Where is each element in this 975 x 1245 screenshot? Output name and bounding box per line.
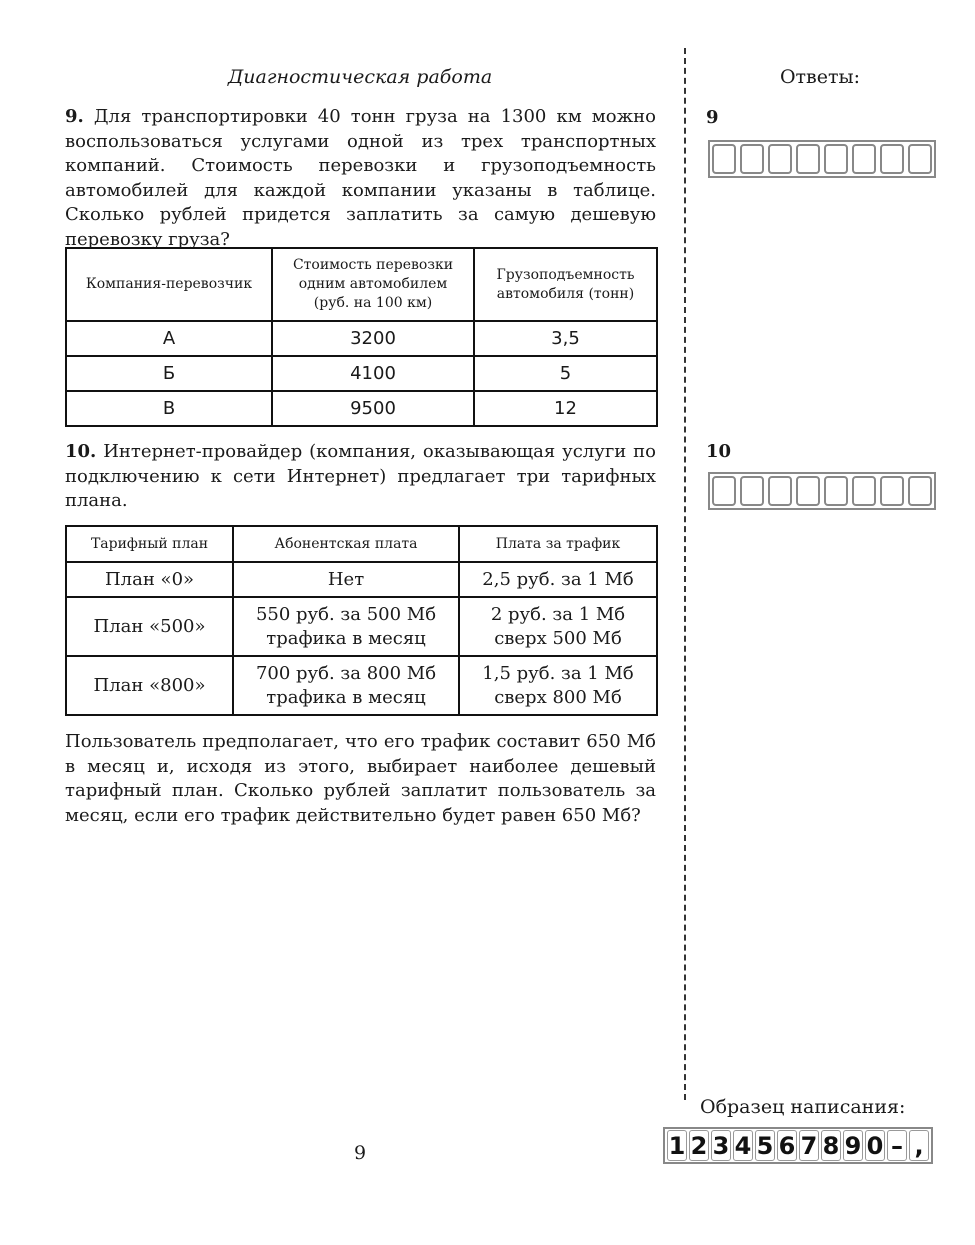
table-cell: Нет — [233, 562, 459, 597]
answer-field-10[interactable] — [708, 472, 936, 510]
task9-body: Для транспортировки 40 тонн груза на 1300 км можно воспользоваться услугами одной из трех транспортных компаний. Стоимость перевозки и грузоподъемность автомобилей для каждой компании указаны в таблице. Сколько рублей придется заплатить за самую дешевую перевозку груза? — [65, 106, 656, 250]
answer-cell[interactable] — [824, 144, 848, 174]
table-cell: 3200 — [272, 321, 474, 356]
sample-char: , — [909, 1130, 929, 1161]
sample-char: – — [887, 1130, 907, 1161]
table-cell: План «0» — [66, 562, 233, 597]
sample-char: 4 — [734, 1132, 752, 1160]
table-cell: 4100 — [272, 356, 474, 391]
page-number: 9 — [353, 1142, 367, 1164]
answer-cell[interactable] — [852, 476, 876, 506]
table-cell: 700 руб. за 800 Мб трафика в месяц — [233, 656, 459, 715]
answer-label-9: 9 — [706, 107, 719, 128]
table-row — [66, 356, 657, 391]
table-row — [66, 656, 657, 715]
table-cell: А — [66, 321, 272, 356]
task10-text — [65, 440, 656, 514]
table-cell: 2 руб. за 1 Мб сверх 500 Мб — [459, 597, 657, 656]
sample-char: 2 — [690, 1132, 708, 1160]
table-header-row — [66, 526, 657, 562]
table-header-cell: Грузоподъемность автомобиля (тонн) — [474, 248, 657, 321]
sample-char: 6 — [778, 1132, 796, 1160]
table-row — [66, 562, 657, 597]
task10-number: 10. — [65, 441, 97, 462]
page-header-title: Диагностическая работа — [227, 66, 493, 88]
table-cell: План «500» — [66, 597, 233, 656]
dashed-divider — [684, 48, 686, 1100]
table-cell: 9500 — [272, 391, 474, 426]
answer-cell[interactable] — [768, 476, 792, 506]
sample-char: 8 — [822, 1132, 840, 1160]
table-row — [66, 391, 657, 426]
table-header-cell: Абонентская плата — [233, 526, 459, 562]
answer-cell[interactable] — [852, 144, 876, 174]
sample-char: 5 — [756, 1132, 774, 1160]
task10-body: Интернет-провайдер (компания, оказывающая услуги по подключению к сети Интернет) предлагает три тарифных плана. — [65, 441, 656, 511]
sample-char: 0 — [866, 1132, 884, 1160]
table-header-row — [66, 248, 657, 321]
table-cell: 5 — [474, 356, 657, 391]
table-cell: 550 руб. за 500 Мб трафика в месяц — [233, 597, 459, 656]
table-row — [66, 321, 657, 356]
answer-cell[interactable] — [796, 476, 820, 506]
task9-table — [65, 247, 658, 427]
answer-cell[interactable] — [880, 476, 904, 506]
answer-cell[interactable] — [908, 144, 932, 174]
answer-cell[interactable] — [712, 476, 736, 506]
sample-char: 9 — [844, 1132, 862, 1160]
answer-cell[interactable] — [740, 476, 764, 506]
sample-row — [663, 1127, 933, 1164]
answer-field-9[interactable] — [708, 140, 936, 178]
answers-title: Ответы: — [779, 66, 861, 88]
answer-label-10: 10 — [706, 441, 732, 462]
table-cell: 12 — [474, 391, 657, 426]
table-cell: 1,5 руб. за 1 Мб сверх 800 Мб — [459, 656, 657, 715]
table-cell: План «800» — [66, 656, 233, 715]
table-cell: В — [66, 391, 272, 426]
table-cell: 3,5 — [474, 321, 657, 356]
sample-char: 1 — [668, 1132, 686, 1160]
answer-cell[interactable] — [740, 144, 764, 174]
table-header-cell: Тарифный план — [66, 526, 233, 562]
sample-char: 3 — [712, 1132, 730, 1160]
task10-table — [65, 525, 658, 716]
sample-char: 7 — [800, 1132, 818, 1160]
table-header-cell: Стоимость перевозки одним автомобилем (руб. на 100 км) — [272, 248, 474, 321]
answer-cell[interactable] — [712, 144, 736, 174]
answer-cell[interactable] — [768, 144, 792, 174]
sample-label: Образец написания: — [700, 1096, 906, 1118]
table-cell: Б — [66, 356, 272, 391]
table-cell: 2,5 руб. за 1 Мб — [459, 562, 657, 597]
answer-cell[interactable] — [796, 144, 820, 174]
task10-question: Пользователь предполагает, что его трафик составит 650 Мб в месяц и, исходя из этого, выбирает наиболее дешевый тарифный план. Сколько рублей заплатит пользователь за месяц, если его трафик действительно будет равен 650 Мб? — [65, 731, 656, 826]
task9-text — [65, 105, 656, 252]
answer-cell[interactable] — [880, 144, 904, 174]
answer-cell[interactable] — [824, 476, 848, 506]
task9-number: 9. — [65, 106, 84, 127]
answer-cell[interactable] — [908, 476, 932, 506]
table-header-cell: Плата за трафик — [459, 526, 657, 562]
table-header-cell: Компания-перевозчик — [66, 248, 272, 321]
table-row — [66, 597, 657, 656]
